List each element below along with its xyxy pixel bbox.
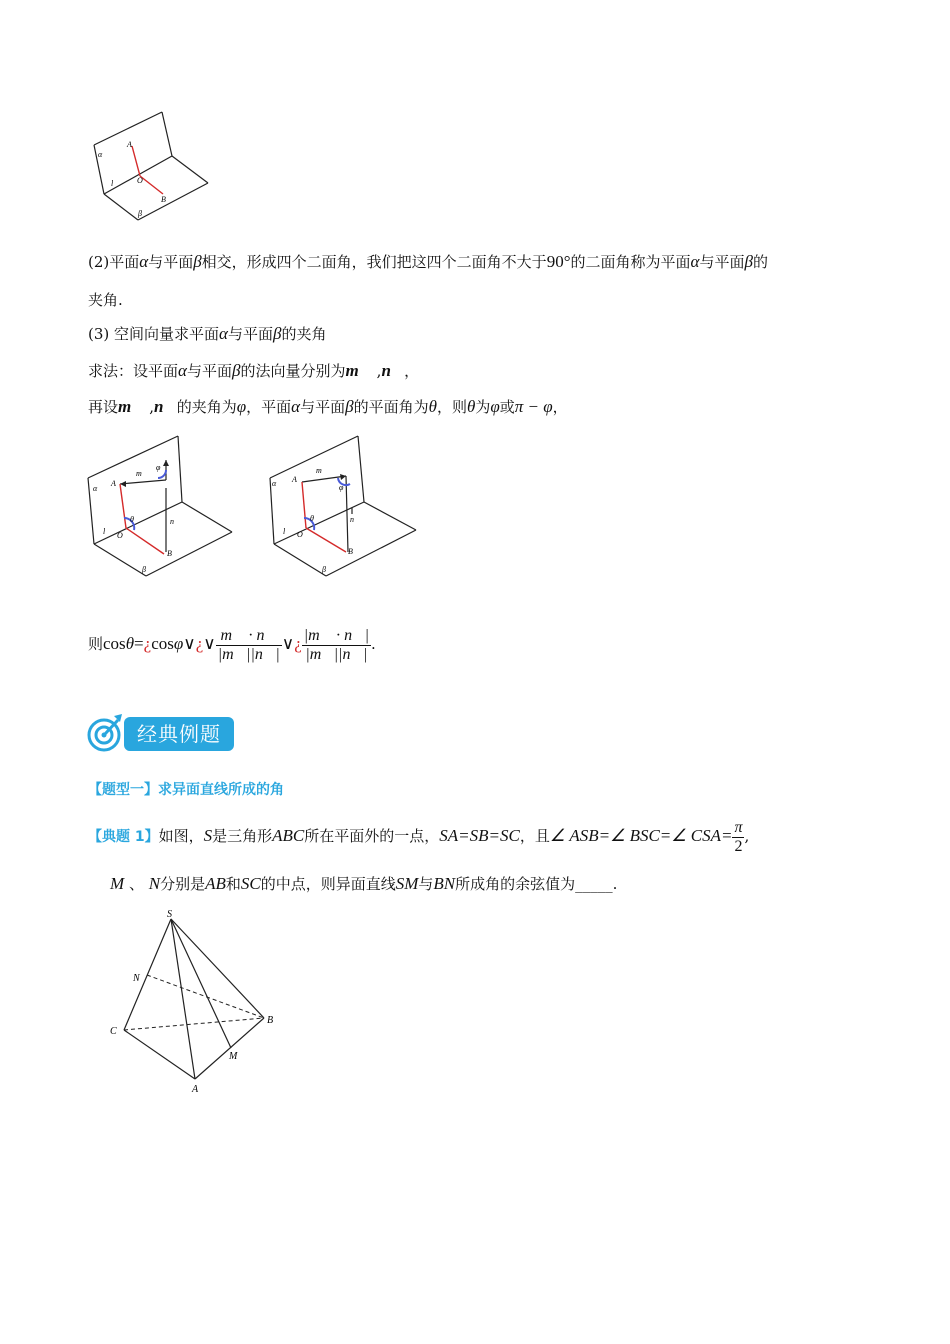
paragraph-3: (3) 空间向量求平面α与平面β的夹角 bbox=[88, 324, 327, 343]
svg-text:β: β bbox=[142, 565, 146, 574]
fig1-B-label: B bbox=[161, 195, 166, 204]
svg-text:O: O bbox=[297, 530, 303, 539]
question-type-heading: 【题型一】求异面直线所成的角 bbox=[88, 782, 284, 798]
fig1-beta-label: β bbox=[138, 209, 142, 218]
svg-text:φ: φ bbox=[156, 463, 161, 472]
svg-text:O: O bbox=[117, 531, 123, 540]
svg-text:m⃗: m⃗ bbox=[136, 469, 148, 478]
section-banner-label: 经典例题 bbox=[137, 722, 221, 746]
svg-text:l: l bbox=[103, 527, 106, 536]
svg-text:θ: θ bbox=[310, 514, 314, 523]
svg-text:n⃗: n⃗ bbox=[170, 517, 181, 526]
figure-tetrahedron bbox=[104, 905, 284, 1097]
svg-text:M: M bbox=[229, 1051, 238, 1062]
example-1-line1: 【典题 1】如图，S是三角形ABC所在平面外的一点，SA=SB=SC，且∠ ASB=∠ BSC=∠ CSA= $\frac{\pi}{2}$ , bbox=[88, 818, 750, 855]
paragraph-2-line2: 夹角. bbox=[88, 291, 123, 309]
svg-text:B: B bbox=[167, 549, 172, 558]
svg-text:n⃗: n⃗ bbox=[350, 515, 361, 524]
figure-dihedral-angle bbox=[88, 108, 218, 228]
fig1-alpha-label: α bbox=[98, 150, 103, 159]
svg-text:C: C bbox=[110, 1026, 117, 1037]
svg-text:S: S bbox=[167, 909, 172, 920]
svg-text:β: β bbox=[322, 565, 326, 574]
fig1-O-label: O bbox=[137, 176, 143, 185]
svg-text:A: A bbox=[111, 479, 116, 488]
svg-text:l: l bbox=[283, 527, 286, 536]
svg-text:A: A bbox=[292, 475, 297, 484]
figure-normal-vectors-1 bbox=[84, 430, 239, 580]
fig1-A-label: A bbox=[127, 140, 132, 149]
fig1-l-label: l bbox=[111, 179, 114, 188]
method-line: 求法：设平面α与平面β的法向量分别为m⃗ ,n⃗， bbox=[88, 361, 420, 380]
svg-text:N: N bbox=[133, 973, 140, 984]
figure-normal-vectors-2 bbox=[266, 430, 421, 580]
svg-text:m⃗: m⃗ bbox=[316, 466, 328, 475]
svg-text:B: B bbox=[348, 547, 353, 556]
svg-text:α: α bbox=[93, 484, 98, 493]
svg-text:A: A bbox=[192, 1084, 199, 1095]
svg-text:α: α bbox=[272, 479, 277, 488]
svg-text:B: B bbox=[267, 1015, 274, 1026]
target-icon bbox=[84, 712, 126, 754]
paragraph-2: (2)平面α与平面β相交，形成四个二面角，我们把这四个二面角不大于90°的二面角称为平面α与平面β的 bbox=[88, 252, 768, 271]
angle-setup-line: 再设m⃗ ,n⃗的夹角为φ，平面α与平面β的平面角为θ，则θ为φ或π − φ， bbox=[88, 397, 568, 416]
svg-text:φ: φ bbox=[339, 483, 344, 492]
cos-formula: 则cosθ=¿cosφ∨¿∨ $\frac{m⃗ \cdot n⃗}{|m⃗||n⃗|}$ ∨¿ $\frac{|m⃗ \cdot n⃗|}{|m⃗||n⃗|}$ . bbox=[88, 626, 376, 663]
svg-text:θ: θ bbox=[130, 515, 134, 524]
section-banner bbox=[124, 717, 234, 751]
example-1-line2: M 、 N分别是AB和SC的中点，则异面直线SM与BN所成角的余弦值为_____. bbox=[110, 874, 618, 893]
